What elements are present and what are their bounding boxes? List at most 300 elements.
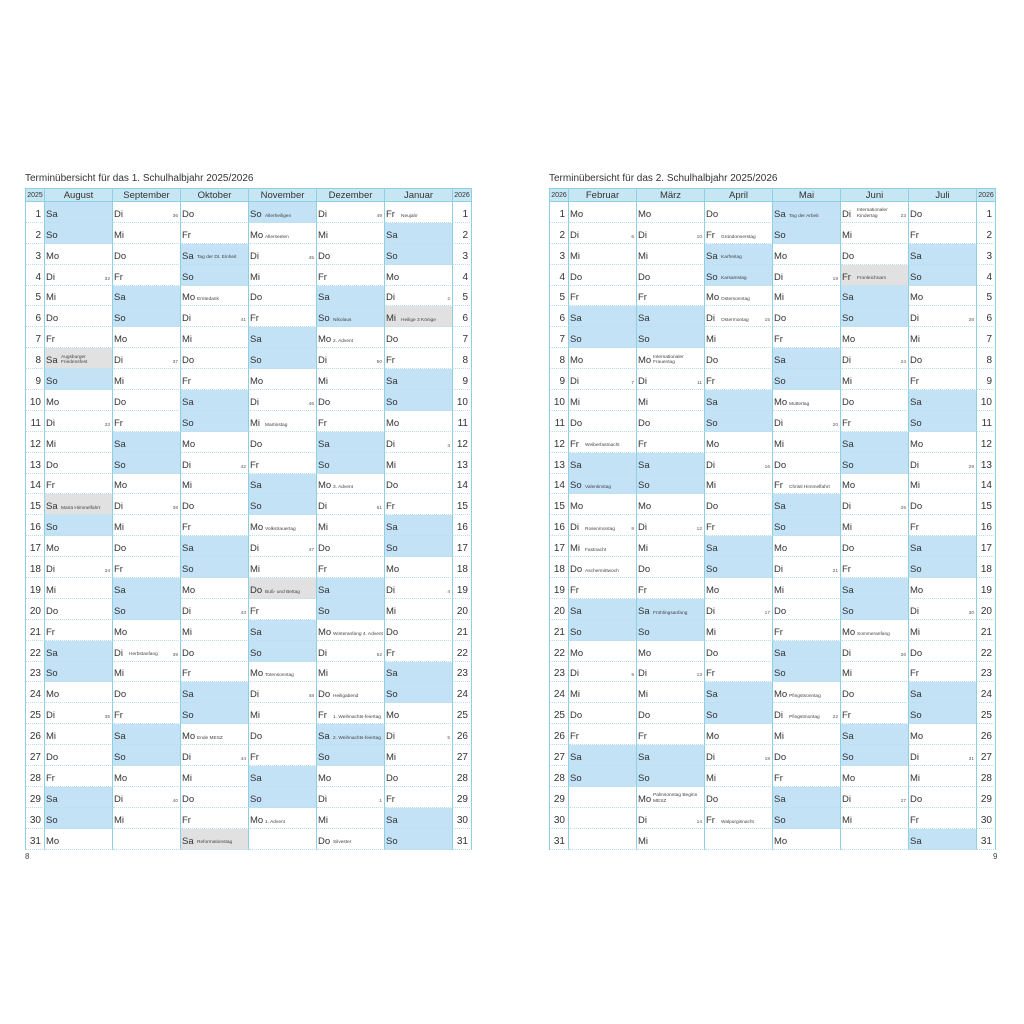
weekday-label: So (46, 229, 58, 241)
weekday-label: Mi (638, 250, 649, 262)
weekday-label: Mo (570, 208, 584, 220)
weekday-label: So (46, 522, 58, 534)
day-cell (705, 536, 773, 557)
weekday-label: Sa (570, 459, 582, 471)
day-cell (385, 536, 453, 557)
weekday-label: Di (318, 793, 327, 805)
day-cell (385, 265, 453, 286)
week-number: 13 (696, 673, 702, 679)
day-cell (181, 474, 249, 495)
weekday-label: Di (638, 668, 647, 680)
day-cell (569, 202, 637, 223)
day-cell (45, 411, 113, 432)
day-cell (181, 306, 249, 327)
day-cell (637, 494, 705, 515)
day-number: 22 (26, 641, 45, 662)
day-cell (113, 724, 181, 745)
day-cell (45, 494, 113, 515)
weekday-label: So (182, 417, 194, 429)
day-cell (317, 327, 385, 348)
weekday-label: Do (774, 313, 787, 325)
weekday-label: So (114, 752, 126, 764)
weekday-label: Mi (318, 668, 329, 680)
weekday-label: Di (842, 793, 851, 805)
weekday-label: Mo (182, 584, 196, 596)
day-cell (569, 369, 637, 390)
day-number: 24 (453, 682, 472, 703)
day-cell (569, 620, 637, 641)
weekday-label: Sa (706, 396, 718, 408)
weekday-label: Di (570, 376, 579, 388)
week-number: 33 (104, 422, 110, 428)
day-cell (385, 244, 453, 265)
weekday-label: Mi (706, 626, 717, 638)
weekday-label: Di (910, 313, 919, 325)
day-number: 12 (26, 432, 45, 453)
day-cell (385, 620, 453, 641)
weekday-label: Do (182, 355, 195, 367)
day-cell (841, 641, 909, 662)
day-cell (385, 494, 453, 515)
weekday-label: Mi (318, 229, 329, 241)
month-header: Mai (773, 189, 841, 202)
weekday-label: Mi (46, 438, 57, 450)
weekday-label: Do (114, 689, 127, 701)
day-number-column-left (26, 189, 45, 850)
day-cell (385, 682, 453, 703)
day-cell (385, 787, 453, 808)
day-cell (385, 390, 453, 411)
month-header: August (45, 189, 113, 202)
weekday-label: Do (842, 250, 855, 262)
day-cell (45, 662, 113, 683)
event-label: Tag der Dt. Einheit (197, 255, 237, 261)
day-cell (637, 829, 705, 850)
weekday-label: Fr (386, 793, 395, 805)
day-number: 9 (453, 369, 472, 390)
day-cell (317, 599, 385, 620)
weekday-label: Mo (386, 710, 400, 722)
event-label: Valentinstag (585, 485, 612, 491)
week-number: 22 (832, 715, 838, 721)
weekday-label: Di (570, 522, 579, 534)
day-cell (773, 327, 841, 348)
day-cell (385, 766, 453, 787)
day-number: 15 (26, 494, 45, 515)
day-cell (113, 766, 181, 787)
weekday-label: So (774, 668, 786, 680)
weekday-label: Di (182, 752, 191, 764)
day-cell (249, 682, 317, 703)
day-cell (569, 724, 637, 745)
week-number: 17 (764, 610, 770, 616)
day-cell (45, 599, 113, 620)
month-column (45, 189, 113, 850)
day-cell (773, 641, 841, 662)
day-cell (841, 453, 909, 474)
month-column (317, 189, 385, 850)
weekday-label: Mi (842, 229, 853, 241)
event-label: Weiberfastnacht (585, 443, 620, 449)
week-number: 12 (696, 527, 702, 533)
month-column (773, 189, 841, 850)
weekday-label: Di (318, 647, 327, 659)
day-cell (181, 787, 249, 808)
day-cell (249, 787, 317, 808)
week-number: 2 (447, 297, 450, 303)
week-number: 6 (631, 234, 634, 240)
day-number: 13 (453, 453, 472, 474)
day-cell (637, 474, 705, 495)
day-cell (773, 411, 841, 432)
day-cell (249, 286, 317, 307)
day-number: 22 (453, 641, 472, 662)
event-label: Karfreitag (721, 255, 742, 261)
day-number: 28 (453, 766, 472, 787)
day-cell (113, 494, 181, 515)
day-cell (249, 703, 317, 724)
weekday-label: Sa (706, 250, 718, 262)
weekday-label: Do (114, 250, 127, 262)
day-cell (45, 515, 113, 536)
weekday-label: Sa (774, 501, 786, 513)
weekday-label: So (114, 605, 126, 617)
week-number: 47 (308, 548, 314, 554)
day-cell (705, 494, 773, 515)
day-cell (181, 745, 249, 766)
weekday-label: Fr (706, 376, 715, 388)
weekday-label: Mo (910, 292, 924, 304)
day-cell (909, 286, 977, 307)
week-number: 30 (968, 610, 974, 616)
day-cell (841, 244, 909, 265)
day-cell (317, 515, 385, 536)
day-cell (705, 724, 773, 745)
day-number: 17 (26, 536, 45, 557)
weekday-label: Fr (910, 376, 919, 388)
event-label: Allerseelen (265, 234, 289, 240)
weekday-label: Di (842, 647, 851, 659)
day-number: 11 (453, 411, 472, 432)
weekday-label: So (842, 752, 854, 764)
day-cell (385, 557, 453, 578)
day-number: 19 (453, 578, 472, 599)
day-cell (705, 348, 773, 369)
week-number: 36 (172, 213, 178, 219)
day-cell (773, 578, 841, 599)
weekday-label: Mi (182, 626, 193, 638)
event-label: Erntedank (197, 297, 219, 303)
day-cell (385, 348, 453, 369)
day-cell (705, 265, 773, 286)
weekday-label: Mo (114, 480, 128, 492)
day-cell (705, 515, 773, 536)
day-cell (113, 453, 181, 474)
day-cell (317, 411, 385, 432)
day-cell (773, 766, 841, 787)
weekday-label: So (182, 710, 194, 722)
weekday-label: Sa (114, 584, 126, 596)
day-number: 24 (26, 682, 45, 703)
day-cell (637, 557, 705, 578)
weekday-label: Di (570, 668, 579, 680)
weekday-label: Mi (114, 814, 125, 826)
day-cell (317, 306, 385, 327)
day-cell (317, 682, 385, 703)
weekday-label: Mi (114, 376, 125, 388)
day-cell (773, 348, 841, 369)
day-cell (705, 599, 773, 620)
day-number: 17 (977, 536, 996, 557)
event-label: Internationaler Frauentag (653, 354, 684, 365)
day-cell (909, 515, 977, 536)
day-number: 8 (453, 348, 472, 369)
day-number: 15 (550, 494, 569, 515)
weekday-label: Mo (638, 208, 652, 220)
day-number: 1 (977, 202, 996, 223)
day-cell (841, 390, 909, 411)
day-number: 1 (26, 202, 45, 223)
weekday-label: Do (250, 292, 263, 304)
day-cell (249, 641, 317, 662)
day-cell (317, 641, 385, 662)
event-label: Totensonntag (265, 673, 294, 679)
day-cell (249, 244, 317, 265)
day-cell (113, 557, 181, 578)
weekday-label: So (910, 271, 922, 283)
month-header: April (705, 189, 773, 202)
weekday-label: Do (638, 564, 651, 576)
weekday-label: Mo (46, 835, 60, 847)
weekday-label: Fr (842, 564, 851, 576)
day-cell (637, 662, 705, 683)
day-number: 25 (977, 703, 996, 724)
weekday-label: Sa (638, 459, 650, 471)
day-cell (773, 515, 841, 536)
day-number: 29 (26, 787, 45, 808)
day-number: 10 (977, 390, 996, 411)
day-number: 21 (453, 620, 472, 641)
day-cell (45, 369, 113, 390)
weekday-label: Do (318, 250, 331, 262)
day-number: 23 (453, 662, 472, 683)
day-cell (181, 682, 249, 703)
weekday-label: Do (46, 313, 59, 325)
day-cell (637, 265, 705, 286)
weekday-label: Mo (318, 772, 332, 784)
day-number: 7 (453, 327, 472, 348)
weekday-label: Fr (910, 229, 919, 241)
week-number: 27 (900, 798, 906, 804)
weekday-label: Di (386, 584, 395, 596)
day-cell (113, 202, 181, 223)
day-cell (317, 787, 385, 808)
weekday-label: Do (46, 459, 59, 471)
day-cell (569, 536, 637, 557)
week-number: 3 (447, 443, 450, 449)
week-number: 4 (447, 589, 450, 595)
day-cell (249, 306, 317, 327)
weekday-label: Do (842, 689, 855, 701)
weekday-label: So (910, 564, 922, 576)
weekday-label: Do (46, 605, 59, 617)
day-cell (113, 474, 181, 495)
day-cell (841, 202, 909, 223)
weekday-label: Do (318, 396, 331, 408)
day-cell (909, 557, 977, 578)
day-cell (569, 453, 637, 474)
weekday-label: So (114, 459, 126, 471)
day-cell (45, 808, 113, 829)
weekday-label: Fr (182, 668, 191, 680)
day-cell (45, 474, 113, 495)
weekday-label: Sa (182, 250, 194, 262)
weekday-label: Do (250, 438, 263, 450)
weekday-label: Di (910, 605, 919, 617)
day-cell (637, 453, 705, 474)
day-cell (181, 662, 249, 683)
event-label: Ostermontag (721, 318, 749, 324)
weekday-label: Mo (842, 334, 856, 346)
day-number: 31 (26, 829, 45, 850)
weekday-label: Di (250, 689, 259, 701)
weekday-label: Sa (250, 772, 262, 784)
weekday-label: Sa (774, 793, 786, 805)
day-cell (181, 578, 249, 599)
weekday-label: Sa (386, 814, 398, 826)
weekday-label: Sa (46, 647, 58, 659)
weekday-label: Mi (182, 480, 193, 492)
day-number: 9 (977, 369, 996, 390)
day-number: 30 (977, 808, 996, 829)
day-cell (909, 724, 977, 745)
weekday-label: Mi (842, 814, 853, 826)
weekday-label: Di (910, 459, 919, 471)
month-column (249, 189, 317, 850)
page-number-left: 8 (25, 852, 30, 861)
day-cell (181, 536, 249, 557)
day-cell (317, 244, 385, 265)
month-column (841, 189, 909, 850)
weekday-label: Do (182, 793, 195, 805)
weekday-label: Do (114, 543, 127, 555)
day-cell (249, 202, 317, 223)
day-cell (773, 432, 841, 453)
day-cell (841, 348, 909, 369)
day-cell (385, 223, 453, 244)
day-cell (45, 536, 113, 557)
empty-cell (249, 829, 317, 850)
event-label: Muttertag (789, 401, 810, 407)
weekday-label: Di (842, 355, 851, 367)
day-number: 1 (550, 202, 569, 223)
day-cell (569, 515, 637, 536)
weekday-label: Mi (250, 417, 261, 429)
day-cell (705, 244, 773, 265)
weekday-label: Sa (386, 668, 398, 680)
week-number: 15 (764, 318, 770, 324)
day-number: 10 (550, 390, 569, 411)
weekday-label: Sa (46, 793, 58, 805)
day-number: 28 (26, 766, 45, 787)
day-number: 20 (26, 599, 45, 620)
weekday-label: So (114, 313, 126, 325)
weekday-label: Mi (706, 772, 717, 784)
day-cell (113, 432, 181, 453)
weekday-label: Di (386, 292, 395, 304)
day-cell (569, 223, 637, 244)
weekday-label: Mo (638, 501, 652, 513)
day-cell (909, 223, 977, 244)
weekday-label: Sa (638, 752, 650, 764)
weekday-label: Do (182, 647, 195, 659)
day-cell (909, 390, 977, 411)
weekday-label: Do (706, 647, 719, 659)
day-cell (317, 474, 385, 495)
day-cell (569, 286, 637, 307)
weekday-label: Di (638, 814, 647, 826)
day-cell (385, 578, 453, 599)
weekday-label: Mi (182, 334, 193, 346)
weekday-label: Fr (46, 334, 55, 346)
day-number: 18 (977, 557, 996, 578)
day-cell (909, 411, 977, 432)
day-cell (113, 286, 181, 307)
weekday-label: Di (386, 731, 395, 743)
weekday-label: Mi (570, 396, 581, 408)
day-cell (705, 474, 773, 495)
weekday-label: Fr (638, 438, 647, 450)
weekday-label: So (638, 772, 650, 784)
weekday-label: Do (842, 543, 855, 555)
day-cell (705, 641, 773, 662)
month-header: Juli (909, 189, 977, 202)
weekday-label: Sa (46, 501, 58, 513)
day-cell (45, 620, 113, 641)
day-number: 8 (550, 348, 569, 369)
weekday-label: Do (318, 543, 331, 555)
weekday-label: Sa (842, 292, 854, 304)
weekday-label: Sa (638, 313, 650, 325)
event-label: Aschermittwoch (585, 568, 619, 574)
week-number: 49 (376, 213, 382, 219)
weekday-label: Mi (774, 731, 785, 743)
day-cell (909, 536, 977, 557)
month-header: Februar (569, 189, 637, 202)
weekday-label: Sa (910, 543, 922, 555)
event-label: Heilige 3 Könige (401, 318, 436, 324)
day-cell (181, 390, 249, 411)
day-cell (113, 703, 181, 724)
week-number: 10 (696, 234, 702, 240)
day-number: 17 (453, 536, 472, 557)
weekday-label: Do (910, 355, 923, 367)
day-number: 5 (550, 286, 569, 307)
day-number: 22 (550, 641, 569, 662)
day-number: 16 (453, 515, 472, 536)
weekday-label: Fr (318, 271, 327, 283)
day-cell (773, 453, 841, 474)
day-cell (249, 432, 317, 453)
weekday-label: Di (638, 229, 647, 241)
weekday-label: Fr (114, 417, 123, 429)
weekday-label: Di (46, 417, 55, 429)
weekday-label: Mo (910, 438, 924, 450)
day-cell (705, 432, 773, 453)
day-cell (45, 327, 113, 348)
year-label: 2025 (26, 189, 45, 202)
event-label: Pfingstmontag (789, 715, 820, 721)
